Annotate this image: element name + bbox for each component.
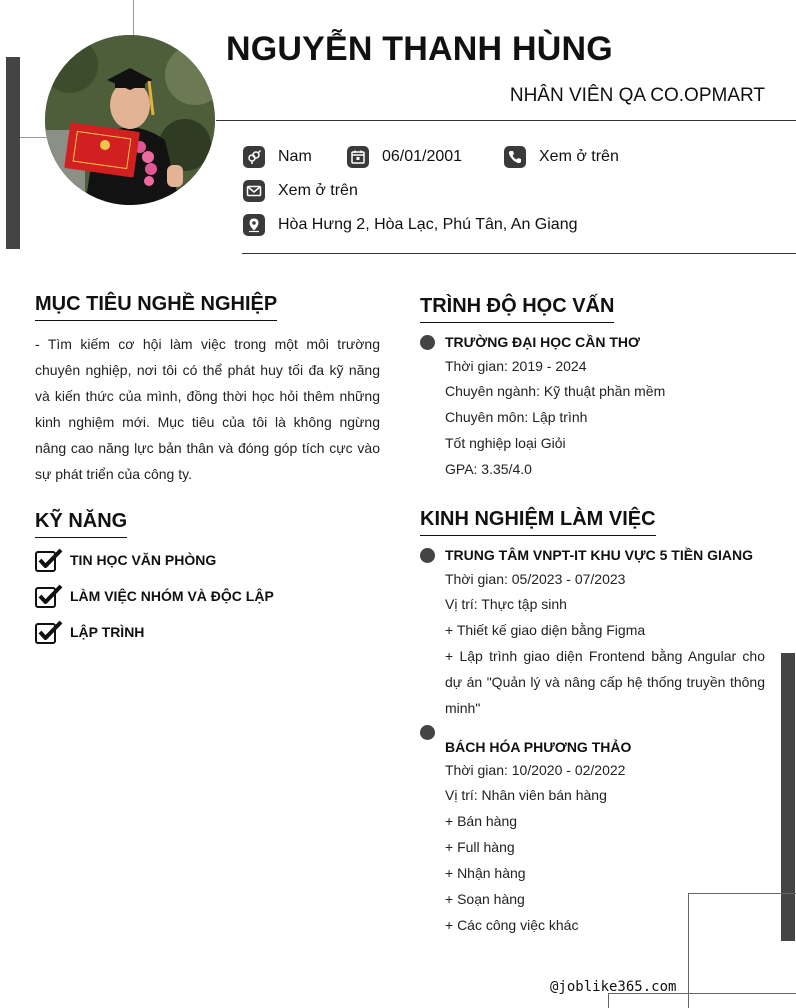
location-icon xyxy=(243,214,265,236)
skill-label: LÀM VIỆC NHÓM VÀ ĐỘC LẬP xyxy=(70,588,274,604)
header-divider xyxy=(216,120,796,121)
address-value: Hòa Hưng 2, Hòa Lạc, Phú Tân, An Giang xyxy=(278,216,578,233)
top-vertical-line xyxy=(133,0,134,40)
school-name: TRƯỜNG ĐẠI HỌC CẦN THƠ xyxy=(445,334,640,350)
email-icon xyxy=(243,180,265,202)
education-line: GPA: 3.35/4.0 xyxy=(445,461,532,477)
phone-icon xyxy=(504,146,526,168)
experience-line: + Soạn hàng xyxy=(445,891,525,907)
calendar-icon xyxy=(347,146,369,168)
checkbox-icon xyxy=(35,548,63,572)
skill-item xyxy=(35,620,144,644)
company-name: TRUNG TÂM VNPT-IT KHU VỰC 5 TIỀN GIANG xyxy=(445,547,753,563)
experience-line: Thời gian: 05/2023 - 07/2023 xyxy=(445,571,626,587)
site-watermark: @joblike365.com xyxy=(550,979,677,995)
education-line: Chuyên môn: Lập trình xyxy=(445,409,588,425)
checkbox-icon xyxy=(35,620,63,644)
experience-line: Vị trí: Thực tập sinh xyxy=(445,596,567,612)
experience-heading: KINH NGHIỆM LÀM VIỆC xyxy=(420,508,656,536)
skill-label: TIN HỌC VĂN PHÒNG xyxy=(70,552,217,568)
objective-text: - Tìm kiếm cơ hội làm việc trong một môi trường chuyên nghiệp, nơi tôi có thể phát huy tối đa kỹ năng và kiến thức của mình, đồng thời học hỏi thêm những kinh nghiệm mới. Mục tiêu của tôi là không ngừng nâng cao năng lực bản thân và đóng góp tích cực vào sự phát triển của công ty. xyxy=(35,336,380,482)
gender-value: Nam xyxy=(278,148,312,165)
experience-line: + Full hàng xyxy=(445,839,515,855)
education-line: Chuyên ngành: Kỹ thuật phần mềm xyxy=(445,383,666,399)
contact-birthday xyxy=(347,146,462,168)
contact-phone xyxy=(504,146,619,168)
contact-address xyxy=(243,214,578,236)
job-title: NHÂN VIÊN QA CO.OPMART xyxy=(509,85,765,106)
experience-line: + Các công việc khác xyxy=(445,917,579,933)
checkbox-icon xyxy=(35,584,63,608)
photo-connector-line xyxy=(20,137,50,138)
profile-photo xyxy=(45,35,215,205)
bullet-dot xyxy=(420,548,435,563)
company-name: BÁCH HÓA PHƯƠNG THẢO xyxy=(445,739,632,755)
experience-line: + Bán hàng xyxy=(445,813,518,829)
contact-gender xyxy=(243,146,312,168)
bullet-dot xyxy=(420,335,435,350)
experience-line: Vị trí: Nhân viên bán hàng xyxy=(445,787,607,803)
bullet-dot xyxy=(420,725,435,740)
experience-line: Thời gian: 10/2020 - 02/2022 xyxy=(445,762,626,778)
email-value: Xem ở trên xyxy=(278,182,358,199)
gender-icon xyxy=(243,146,265,168)
experience-line: + Lập trình giao diện Frontend bằng Angular cho dự án "Quản lý và nâng cấp hệ thống truyền thông minh" xyxy=(445,648,765,716)
skill-item xyxy=(35,584,274,608)
skills-heading: KỸ NĂNG xyxy=(35,510,127,538)
education-heading: TRÌNH ĐỘ HỌC VẤN xyxy=(420,295,614,323)
candidate-name: NGUYỄN THANH HÙNG xyxy=(226,30,613,68)
contact-divider xyxy=(242,253,796,254)
experience-line: + Thiết kế giao diện bằng Figma xyxy=(445,622,646,638)
corner-frame-inner xyxy=(608,993,796,1008)
skill-label: LẬP TRÌNH xyxy=(70,624,145,640)
education-line: Tốt nghiệp loại Giỏi xyxy=(445,435,566,451)
left-accent-bar xyxy=(6,57,20,249)
education-line: Thời gian: 2019 - 2024 xyxy=(445,358,587,374)
experience-line: + Nhận hàng xyxy=(445,865,526,881)
phone-value: Xem ở trên xyxy=(539,148,619,165)
contact-email xyxy=(243,180,358,202)
birthday-value: 06/01/2001 xyxy=(382,148,463,165)
objective-heading: MỤC TIÊU NGHỀ NGHIỆP xyxy=(35,293,277,321)
skill-item xyxy=(35,548,216,572)
